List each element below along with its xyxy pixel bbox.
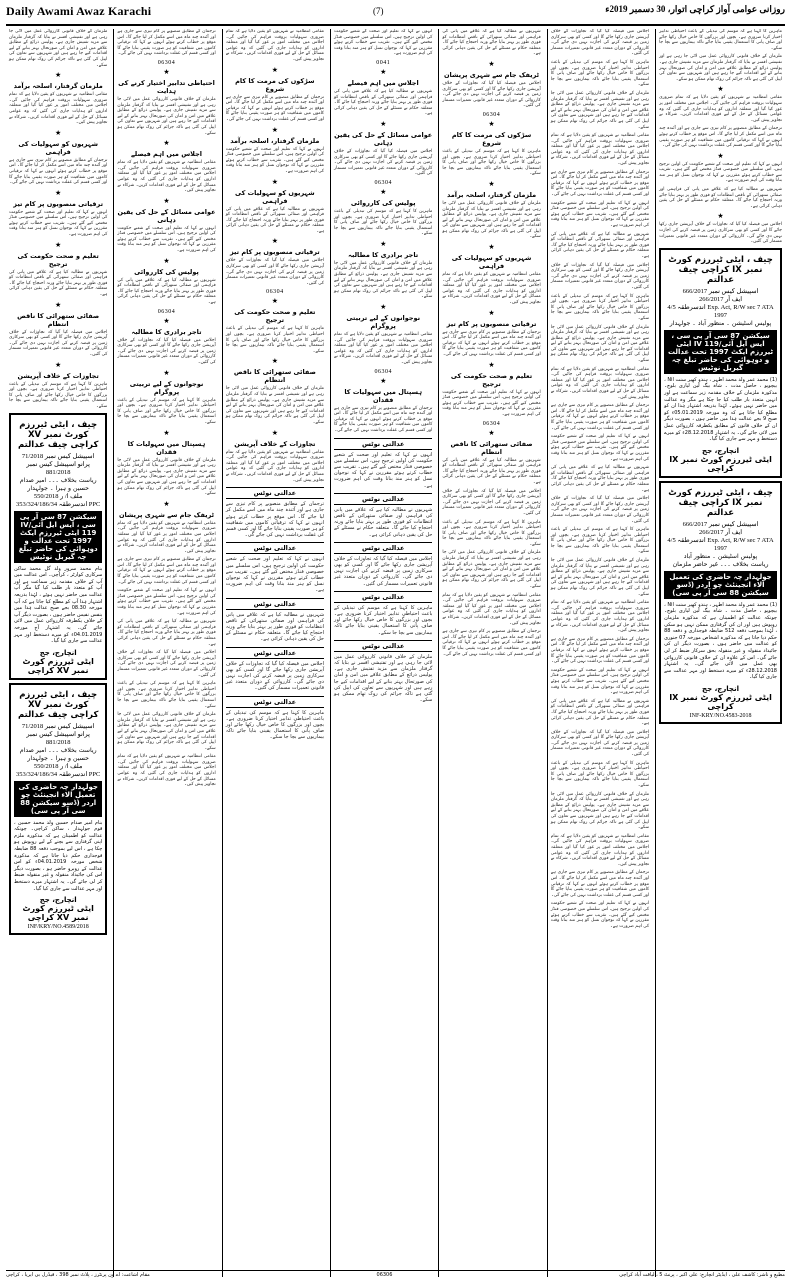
star-divider-icon: ★ [163,139,170,148]
article-body: ترجمان کے مطابق منصوبے پر کام تیزی سے جاری ہے اور آئندہ چند ماہ میں اسے مکمل کر لیا جائے گا۔ اس موقع پر خطاب کرتے ہوئے انہوں نے کہا کہ ترقیاتی کاموں میں شفافیت کو ہر صورت یقینی بنایا جائے گا اور کسی قسم کی غفلت برداشت نہیں کی جائے گی۔ [659,126,782,149]
star-divider-icon: ★ [163,196,170,205]
notice-body: انہوں نے کہا کہ تعلیم اور صحت کے شعبے حکومت کی اولین ترجیح ہیں، اس سلسلے میں خصوصی فنڈز مختص کیے گئے ہیں۔ تقریب سے خطاب کرتے ہوئے مقررین نے کہا کہ نوجوان نسل کو ہنر مند بنانا وقت کی اہم ضرورت ہے۔ [334,451,433,489]
section-bar: جولہدار چہ حاضری کی تعمیل الاء انجینئٹ چو اردر (ڈسو سیکشن 88 سی آر پی سی) [664,571,777,599]
column-grid [6,29,785,1277]
star-divider-icon: ★ [55,71,62,80]
section-bar: سیکشن 87 سی آر پی سی ، ایس ایل آئی/IV 119 ایٹی ٹیررزم ایکٹ 1997 تحت عدالت و دوہوائی کی حاضر تبلغ چہ گیربل نوٹیس [664,330,777,374]
article-heading: شہریوں کو سہولیات کی فراہمی [18,139,98,156]
article-body: شہریوں نے مطالبہ کیا ہے کہ علاقے میں پانی کی فراہمی اور صفائی ستھرائی کے ناقص انتظامات کو فوری طور پر بہتر بنایا جائے ورنہ احتجاج کیا جائے گا۔ متعلقہ حکام نے مسئلے کے حل کی یقین دہانی کرائی ہے۔ [659,187,782,209]
article-body: اجلاس میں فیصلہ کیا گیا کہ تجاوزات کے خلاف آپریشن جاری رکھا جائے گا اور کسی کو بھی سرکاری زمین پر قبضہ کرنے کی اجازت نہیں دی جائے گی۔ کارروائی کے دوران متعدد غیر قانونی تعمیرات مسمار کی گئیں۔ [550,729,650,758]
section-bar: سیکشن 87 سی آر پی سی ، ایس ایل آئی/IV 119 ایٹی ٹیررزم ایکٹ 1997 تحت عدالت و دوہوائی کی حاضر تبلغ چہ گیربل نوٹیس [14,511,102,563]
ad-body: (1) محمد عمر ولد محمد اطہر ، ہندو کھیر سنت Nil ، بیچوپو ، حاصل مدت ۔ شاہ بیگ لین لیاری بلوچ۔ چونکہ عدالت کو اطمینان ہے کہ مذکورہ ملزمان روپوش ہیں اور ان کی گرفتاری ممکن نہیں ہو سکی ، لہٰذا بموجب دفعہ 512 ضابطہ فوجداری و دفعہ 88 حکم دیا جاتا ہے کہ مذکورہ اشخاص مورخہ 07 جنوری کو عدالت میں حاضر ہوں ، بصورت دیگر ان کی جائیداد منقولہ و غیر منقولہ بحق سرکار ضبط کر لی جائے گی۔ اس کے علاوہ ان کے خلاف قانونی کارروائی بھی عمل میں لائی جائے گی۔ یہ اشتہار 28.12.2018ء کو میرے دستخط اور مہر عدالت سے جاری کیا گیا۔ [664,601,778,681]
masthead [6,4,785,26]
article-body: ترجمان کے مطابق منصوبے پر کام تیزی سے جاری ہے اور آئندہ چند ماہ میں اسے مکمل کر لیا جائے گا۔ اس موقع پر خطاب کرتے ہوئے انہوں نے کہا کہ ترقیاتی کاموں میں شفافیت کو ہر صورت یقینی بنایا جائے گا اور کسی قسم کی غفلت برداشت نہیں کی جائے گی۔ [550,870,650,898]
article-heading: عوامی مسائل کے حل کی یقین دہانی [117,207,216,224]
column-4 [330,29,435,1277]
article-body: ملزمان کے خلاف قانونی کارروائی عمل میں لائی جا رہی ہے اور تفتیشی افسر نے بتایا کہ گرفتار ملزمان سے مزید تفتیش جاری ہے۔ پولیس ذرائع کے مطابق علاقے میں امن و امان کی صورتحال بہتر بنانے کے لیے اقدامات کیے جا رہے ہیں اور شہریوں سے تعاون کی اپیل کی گئی ہے تاکہ جرائم کی روک تھام ممکن ہو سکے۔ [117,457,216,497]
star-divider-icon: ★ [163,499,170,508]
article-body: انہوں نے کہا کہ تعلیم اور صحت کے شعبے حکومت کی اولین ترجیح ہیں، اس سلسلے میں خصوصی فنڈز مختص کیے گئے ہیں۔ تقریب سے خطاب کرتے ہوئے مقررین نے کہا کہ نوجوان نسل کو ہنر مند بنانا وقت کی اہم ضرورت ہے۔ [550,901,650,929]
column-7 [655,29,785,1277]
star-divider-icon: ★ [380,119,387,128]
article-body: مقامی انتظامیہ نے شہریوں کو یقین دلایا ہے کہ تمام ضروری سہولیات بروقت فراہم کی جائیں گی۔ اجلاس میں مختلف امور پر غور کیا گیا اور متعلقہ اداروں کو ہدایات جاری کی گئیں کہ وہ عوامی مسائل کے حل کے لیے فوری اقدامات کریں۔ شرکاء نے تجاویز پیش کیں۔ [117,160,216,194]
article-body: مقامی انتظامیہ نے شہریوں کو یقین دلایا ہے کہ تمام ضروری سہولیات بروقت فراہم کی جائیں گی۔ اجلاس میں مختلف امور پر غور کیا گیا اور متعلقہ اداروں کو ہدایات جاری کی گئیں کہ وہ عوامی مسائل کے حل کے لیے فوری اقدامات کریں۔ شرکاء نے تجاویز پیش کیں۔ [442,272,541,306]
article-body: انہوں نے کہا کہ تعلیم اور صحت کے شعبے حکومت کی اولین ترجیح ہیں، اس سلسلے میں خصوصی فنڈز مختص کیے گئے ہیں۔ تقریب سے خطاب کرتے ہوئے مقررین نے کہا کہ نوجوان نسل کو ہنر مند بنانا وقت کی اہم ضرورت ہے۔ [117,225,216,254]
case-line: پولیس اسٹیشن ۔ منظور آباد [683,552,758,560]
article-heading: شہریوں کو سہولیات کی فراہمی [451,254,532,271]
article-body: اجلاس میں فیصلہ کیا گیا کہ تجاوزات کے خلاف آپریشن جاری رکھا جائے گا اور کسی کو بھی سرکاری زمین پر قبضہ کرنے کی اجازت نہیں دی جائے گی۔ کارروائی کے دوران متعدد غیر قانونی تعمیرات مسمار کی گئیں۔ [9,329,108,357]
star-divider-icon: ★ [717,85,724,94]
article-body: مقامی انتظامیہ نے شہریوں کو یقین دلایا ہے کہ تمام ضروری سہولیات بروقت فراہم کی جائیں گی۔ اجلاس میں مختلف امور پر غور کیا گیا اور متعلقہ اداروں کو ہدایات جاری کی گئیں کہ وہ عوامی مسائل کے حل کے لیے فوری اقدامات کریں۔ شرکاء نے تجاویز پیش کیں۔ [225,449,325,483]
article-body: اجلاس میں فیصلہ کیا گیا کہ تجاوزات کے خلاف آپریشن جاری رکھا جائے گا اور کسی کو بھی سرکاری زمین پر قبضہ کرنے کی اجازت نہیں دی جائے گی۔ کارروائی کے دوران متعدد غیر قانونی تعمیرات مسمار کی گئیں۔ [442,80,541,109]
article-body: ترجمان کے مطابق منصوبے پر کام تیزی سے جاری ہے اور آئندہ چند ماہ میں اسے مکمل کر لیا جائے گا۔ اس موقع پر خطاب کرتے ہوئے انہوں نے کہا کہ ترقیاتی کاموں میں شفافیت کو ہر صورت یقینی بنایا جائے گا اور کسی قسم کی غفلت برداشت نہیں کی جائے گی۔ [550,403,650,431]
article-body: ترجمان کے مطابق منصوبے پر کام تیزی سے جاری ہے اور آئندہ چند ماہ میں اسے مکمل کر لیا جائے گا۔ اس موقع پر خطاب کرتے ہوئے انہوں نے کہا کہ ترقیاتی کاموں میں شفافیت کو ہر صورت یقینی بنایا جائے گا اور کسی قسم کی غفلت برداشت نہیں کی جائے گی۔ [550,636,650,665]
article-body: مقامی انتظامیہ نے شہریوں کو یقین دلایا ہے کہ تمام ضروری سہولیات بروقت فراہم کی جائیں گی۔ اجلاس میں مختلف امور پر غور کیا گیا اور متعلقہ اداروں کو ہدایات جاری کی گئیں کہ وہ عوامی مسائل کے حل کے لیے فوری اقدامات کریں۔ شرکاء نے تجاویز پیش کیں۔ [550,366,650,400]
star-divider-icon: ★ [163,428,170,437]
notice-body: ماہرین کا کہنا ہے کہ موسم کی تبدیلی کے باعث احتیاطی تدابیر اختیار کرنا ضروری ہے۔ بچوں اور بزرگوں کا خاص خیال رکھا جائے اور صاف پانی کا استعمال یقینی بنایا جائے تاکہ بیماریوں سے بچا جا سکے۔ [225,709,325,741]
article-body: ترجمان کے مطابق منصوبے پر کام تیزی سے جاری ہے اور آئندہ چند ماہ میں اسے مکمل کر لیا جائے گا۔ اس موقع پر خطاب کرتے ہوئے انہوں نے کہا کہ ترقیاتی کاموں میں شفافیت کو ہر صورت یقینی بنایا جائے گا اور کسی قسم کی غفلت برداشت نہیں کی جائے گی۔ [550,169,650,198]
star-divider-icon: ★ [717,212,724,221]
article-body: شہریوں نے مطالبہ کیا ہے کہ علاقے میں پانی کی فراہمی اور صفائی ستھرائی کے ناقص انتظامات کو فوری طور پر بہتر بنایا جائے ورنہ احتجاج کیا جائے گا۔ متعلقہ حکام نے مسئلے کے حل کی یقین دہانی کرائی ہے۔ [442,457,541,485]
court-notice-ad [9,413,107,680]
article-body: ترجمان کے مطابق منصوبے پر کام تیزی سے جاری ہے اور آئندہ چند ماہ میں اسے مکمل کر لیا جائے گا۔ اس موقع پر خطاب کرتے ہوئے انہوں نے کہا کہ ترقیاتی کاموں میں شفافیت کو ہر صورت یقینی بنایا جائے گا اور کسی قسم کی غفلت برداشت نہیں کی جائے گی۔ [334,405,433,433]
article-body: شہریوں نے مطالبہ کیا ہے کہ علاقے میں پانی کی فراہمی اور صفائی ستھرائی کے ناقص انتظامات کو فوری طور پر بہتر بنایا جائے ورنہ احتجاج کیا جائے گا۔ متعلقہ حکام نے مسئلے کے حل کی یقین دہانی کرائی ہے۔ [550,698,650,727]
article-heading: ملزمان گرفتار، اسلحہ برآمد [230,136,320,145]
article-heading: عوامی مسائل کے حل کی یقین دہانی [334,130,433,147]
case-line: اسپیشل کیس نمبر 666/2017 [682,287,759,295]
article-body: مقامی انتظامیہ نے شہریوں کو یقین دلایا ہے کہ تمام ضروری سہولیات بروقت فراہم کی جائیں گی۔ اجلاس میں مختلف امور پر غور کیا گیا اور متعلقہ اداروں کو ہدایات جاری کی گئیں کہ وہ عوامی مسائل کے حل کے لیے فوری اقدامات کریں۔ شرکاء نے تجاویز پیش کیں۔ [334,332,433,365]
article-heading: تاجر برادری کا مطالبہ [131,327,202,336]
article-heading: ٹریفک جام سے شہری پریشان [443,70,540,79]
case-line: ملف ا/ ر 550/2018 [33,762,83,770]
article-heading: سڑکوں کی مرمت کا کام شروع [451,130,532,147]
article-body: ترجمان کے مطابق منصوبے پر کام تیزی سے جاری ہے اور آئندہ چند ماہ میں اسے مکمل کر لیا جائے گا۔ اس موقع پر خطاب کرتے ہوئے انہوں نے کہا کہ ترقیاتی کاموں میں شفافیت کو ہر صورت یقینی بنایا جائے گا اور کسی قسم کی غفلت برداشت نہیں کی جائے گی۔ [225,94,325,122]
masthead-right-title: روزانی عوامی آواز کراچی اتوار، 30 دسمبر 2019ء [605,4,785,14]
ad-serial-number: 06304 [157,59,176,66]
case-line: پرانو اسپیشل کیس نمبر 881/2018 [26,730,90,746]
ad-serial-number: 06304 [482,111,501,118]
star-divider-icon: ★ [55,128,62,137]
court-name: چیف ، ایٹی ٹیررزم کورٹ نمبر IX کراچی چیف عدالتم [668,487,773,518]
ad-serial-number: 0041 [376,59,391,66]
ad-serial-number: 06304 [157,308,176,315]
article-heading: صفائی ستھرائی کا ناقص انتظام [17,311,100,328]
star-divider-icon: ★ [380,376,387,385]
star-divider-icon: ★ [271,125,278,134]
column-2 [113,29,218,1277]
article-body: انہوں نے کہا کہ تعلیم اور صحت کے شعبے حکومت کی اولین ترجیح ہیں، اس سلسلے میں خصوصی فنڈز مختص کیے گئے ہیں۔ تقریب سے خطاب کرتے ہوئے مقررین نے کہا کہ نوجوان نسل کو ہنر مند بنانا وقت کی اہم ضرورت ہے۔ [225,146,325,174]
article-body: ملزمان کے خلاف قانونی کارروائی عمل میں لائی جا رہی ہے اور تفتیشی افسر نے بتایا کہ گرفتار ملزمان سے مزید تفتیش جاری ہے۔ پولیس ذرائع کے مطابق علاقے میں امن و امان کی صورتحال بہتر بنانے کے لیے اقدامات کیے جا رہے ہیں اور شہریوں سے تعاون کی اپیل کی گئی ہے تاکہ جرائم کی روک تھام ممکن ہو سکے۔ [550,90,650,130]
article-body: مقامی انتظامیہ نے شہریوں کو یقین دلایا ہے کہ تمام ضروری سہولیات بروقت فراہم کی جائیں گی۔ اجلاس میں مختلف امور پر غور کیا گیا اور متعلقہ اداروں کو ہدایات جاری کی گئیں کہ وہ عوامی مسائل کے حل کے لیے فوری اقدامات کریں۔ شرکاء نے تجاویز پیش کیں۔ [117,520,216,554]
notice-body: اجلاس میں فیصلہ کیا گیا کہ تجاوزات کے خلاف آپریشن جاری رکھا جائے گا اور کسی کو بھی سرکاری زمین پر قبضہ کرنے کی اجازت نہیں دی جائے گی۔ کارروائی کے دوران متعدد غیر قانونی تعمیرات مسمار کی گئیں۔ [225,660,325,692]
case-line: اندسرطقہ 353/324/186/34 PPC [16,500,101,508]
article-body: اجلاس میں فیصلہ کیا گیا کہ تجاوزات کے خلاف آپریشن جاری رکھا جائے گا اور کسی کو بھی سرکاری زمین پر قبضہ کرنے کی اجازت نہیں دی جائے گی۔ کارروائی کے دوران متعدد غیر قانونی تعمیرات مسمار کی گئیں۔ [117,337,216,365]
footer-center: 06306 [376,1272,393,1278]
article-body: ترجمان کے مطابق منصوبے پر کام تیزی سے جاری ہے اور آئندہ چند ماہ میں اسے مکمل کر لیا جائے گا۔ اس موقع پر خطاب کرتے ہوئے انہوں نے کہا کہ ترقیاتی کاموں میں شفافیت کو ہر صورت یقینی بنایا جائے گا اور کسی قسم کی غفلت برداشت نہیں کی جائے گی۔ [442,629,541,657]
notice-heading: عدالتی نوٹس [334,493,432,505]
article-heading: سڑکوں کی مرمت کا کام شروع [235,76,315,93]
article-body: مقامی انتظامیہ نے شہریوں کو یقین دلایا ہے کہ تمام ضروری سہولیات بروقت فراہم کی جائیں گی۔ اجلاس میں مختلف امور پر غور کیا گیا اور متعلقہ اداروں کو ہدایات جاری کی گئیں کہ وہ عوامی مسائل کے حل کے لیے فوری اقدامات کریں۔ شرکاء نے تجاویز پیش کیں۔ [550,133,650,167]
article-heading: ہسپتال میں سہولیات کا فقدان [127,439,206,456]
signature-role: انچارج، جج [39,648,77,657]
notice-body: ملزمان کے خلاف قانونی کارروائی عمل میں لائی جا رہی ہے اور تفتیشی افسر نے بتایا کہ گرفتار ملزمان سے مزید تفتیش جاری ہے۔ پولیس ذرائع کے مطابق علاقے میں امن و امان کی صورتحال بہتر بنانے کے لیے اقدامات کیے جا رہے ہیں اور شہریوں سے تعاون کی اپیل کی گئی ہے تاکہ جرائم کی روک تھام ممکن ہو سکے۔ [334,653,433,704]
case-line: اسپیشل کیس نمبر 71/2018 [21,452,95,460]
column-5 [438,29,543,1277]
article-body: انہوں نے کہا کہ تعلیم اور صحت کے شعبے حکومت کی اولین ترجیح ہیں، اس سلسلے میں خصوصی فنڈز مختص کیے گئے ہیں۔ تقریب سے خطاب کرتے ہوئے مقررین نے کہا کہ نوجوان نسل کو ہنر مند بنانا وقت کی اہم ضرورت ہے۔ [550,434,650,462]
article-body: ماہرین کا کہنا ہے کہ موسم کی تبدیلی کے باعث احتیاطی تدابیر اختیار کرنا ضروری ہے۔ بچوں اور بزرگوں کا خاص خیال رکھا جائے اور صاف پانی کا استعمال یقینی بنایا جائے تاکہ بیماریوں سے بچا جا سکے۔ [9,381,108,409]
article-body: ترجمان کے مطابق منصوبے پر کام تیزی سے جاری ہے اور آئندہ چند ماہ میں اسے مکمل کر لیا جائے گا۔ اس موقع پر خطاب کرتے ہوئے انہوں نے کہا کہ ترقیاتی کاموں میں شفافیت کو ہر صورت یقینی بنایا جائے گا اور کسی قسم کی غفلت برداشت نہیں کی جائے گی۔ [117,557,216,585]
notice-body: شہریوں نے مطالبہ کیا ہے کہ علاقے میں پانی کی فراہمی اور صفائی ستھرائی کے ناقص انتظامات کو فوری طور پر بہتر بنایا جائے ورنہ احتجاج کیا جائے گا۔ متعلقہ حکام نے مسئلے کے حل کی یقین دہانی کرائی ہے۔ [334,506,433,538]
column-6 [547,29,652,1277]
star-divider-icon: ★ [271,177,278,186]
article-body: اجلاس میں فیصلہ کیا گیا کہ تجاوزات کے خلاف آپریشن جاری رکھا جائے گا اور کسی کو بھی سرکاری زمین پر قبضہ کرنے کی اجازت نہیں دی جائے گی۔ کارروائی کے دوران متعدد غیر قانونی تعمیرات مسمار کی گئیں۔ [442,488,541,516]
article-body: مقامی انتظامیہ نے شہریوں کو یقین دلایا ہے کہ تمام ضروری سہولیات بروقت فراہم کی جائیں گی۔ اجلاس میں مختلف امور پر غور کیا گیا اور متعلقہ اداروں کو ہدایات جاری کی گئیں کہ وہ عوامی مسائل کے حل کے لیے فوری اقدامات کریں۔ شرکاء نے تجاویز پیش کیں۔ [9,92,108,126]
article-body: ماہرین کا کہنا ہے کہ موسم کی تبدیلی کے باعث احتیاطی تدابیر اختیار کرنا ضروری ہے۔ بچوں اور بزرگوں کا خاص خیال رکھا جائے اور صاف پانی کا استعمال یقینی بنایا جائے تاکہ بیماریوں سے بچا جا سکے۔ [225,326,325,354]
notice-heading: عدالتی نوٹس [226,542,324,554]
article-body: ملزمان کے خلاف قانونی کارروائی عمل میں لائی جا رہی ہے اور تفتیشی افسر نے بتایا کہ گرفتار ملزمان سے مزید تفتیش جاری ہے۔ پولیس ذرائع کے مطابق علاقے میں امن و امان کی صورتحال بہتر بنانے کے لیے اقدامات کیے جا رہے ہیں اور شہریوں سے تعاون کی اپیل کی گئی ہے تاکہ جرائم کی روک تھام ممکن ہو سکے۔ [550,791,650,831]
article-heading: ترقیاتی منصوبوں پر کام تیز [13,199,104,208]
case-line: اندسرطقہ 4/5 Exp. Act, R/W sec 7 ATA 1997 [667,303,774,319]
section-bar: جولہدار چہ حاضری کی تعمیل الاء انجینئٹ چو اردر (ڈسو سیکشن 88 سی آر پی سی) [14,781,102,817]
article-body: مقامی انتظامیہ نے شہریوں کو یقین دلایا ہے کہ تمام ضروری سہولیات بروقت فراہم کی جائیں گی۔ اجلاس میں مختلف امور پر غور کیا گیا اور متعلقہ اداروں کو ہدایات جاری کی گئیں کہ وہ عوامی مسائل کے حل کے لیے فوری اقدامات کریں۔ شرکاء نے تجاویز پیش کیں۔ [117,754,216,788]
case-line: پرانو اسپیشل کیس نمبر 881/2018 [26,460,90,476]
signature-role: انچارج، جج [702,684,740,693]
ad-serial-number: 06304 [266,289,284,296]
article-body: ماہرین کا کہنا ہے کہ موسم کی تبدیلی کے باعث احتیاطی تدابیر اختیار کرنا ضروری ہے۔ بچوں اور بزرگوں کا خاص خیال رکھا جائے اور صاف پانی کا استعمال یقینی بنایا جائے تاکہ بیماریوں سے بچا جا سکے۔ [442,148,541,177]
article-body: انہوں نے کہا کہ تعلیم اور صحت کے شعبے حکومت کی اولین ترجیح ہیں، اس سلسلے میں خصوصی فنڈز مختص کیے گئے ہیں۔ تقریب سے خطاب کرتے ہوئے مقررین نے کہا کہ نوجوان نسل کو ہنر مند بنانا وقت کی اہم ضرورت ہے۔ [9,209,108,238]
star-divider-icon: ★ [163,368,170,377]
signature-role: انچارج، جج [39,896,77,905]
ad-serial-number: 06304 [482,420,501,427]
article-body: مقامی انتظامیہ نے شہریوں کو یقین دلایا ہے کہ تمام ضروری سہولیات بروقت فراہم کی جائیں گی۔ اجلاس میں مختلف امور پر غور کیا گیا اور متعلقہ اداروں کو ہدایات جاری کی گئیں کہ وہ عوامی مسائل کے حل کے لیے فوری اقدامات کریں۔ شرکاء نے تجاویز پیش کیں۔ [225,29,325,62]
star-divider-icon: ★ [271,237,278,246]
article-body: ملزمان کے خلاف قانونی کارروائی عمل میں لائی جا رہی ہے اور تفتیشی افسر نے بتایا کہ گرفتار ملزمان سے مزید تفتیش جاری ہے۔ پولیس ذرائع کے مطابق علاقے میں امن و امان کی صورتحال بہتر بنانے کے لیے اقدامات کیے جا رہے ہیں اور شہریوں سے تعاون کی اپیل کی گئی ہے تاکہ جرائم کی روک تھام ممکن ہو سکے۔ [659,54,782,82]
article-heading: ٹریفک جام سے شہری پریشان [118,510,215,519]
article-body: انہوں نے کہا کہ تعلیم اور صحت کے شعبے حکومت کی اولین ترجیح ہیں، اس سلسلے میں خصوصی فنڈز مختص کیے گئے ہیں۔ تقریب سے خطاب کرتے ہوئے مقررین نے کہا کہ نوجوان نسل کو ہنر مند بنانا وقت کی اہم ضرورت ہے۔ [117,588,216,616]
article-body: اجلاس میں فیصلہ کیا گیا کہ تجاوزات کے خلاف آپریشن جاری رکھا جائے گا اور کسی کو بھی سرکاری زمین پر قبضہ کرنے کی اجازت نہیں دی جائے گی۔ کارروائی کے دوران متعدد غیر قانونی تعمیرات مسمار کی گئیں۔ [117,650,216,678]
star-divider-icon: ★ [380,67,387,76]
ad-body: بنام امیر صدام حسین ولد محمد حسین ، قوم جولہدار ، ساکن کراچی۔ چونکہ عدالت کو اطمینان ہے کہ مذکورہ ملزم اپنی گرفتاری سے بچنے کے لیے روپوش ہو چکا ہے ، اس لیے بموجب دفعہ 88 ضابطہ فوجداری حکم دیا جاتا ہے کہ مذکورہ شخص مورخہ 04.01.2019ء کو اس عدالت کے روبرو حاضر ہو ، بصورت دیگر اس کی جائیداد منقولہ و غیر منقولہ ضبط کر لی جائے گی۔ یہ اشتہار میرے دستخط اور مہر عدالت سے جاری کیا گیا۔ [14,819,103,892]
article-body: ترجمان کے مطابق منصوبے پر کام تیزی سے جاری ہے اور آئندہ چند ماہ میں اسے مکمل کر لیا جائے گا۔ اس موقع پر خطاب کرتے ہوئے انہوں نے کہا کہ ترقیاتی کاموں میں شفافیت کو ہر صورت یقینی بنایا جائے گا اور کسی قسم کی غفلت برداشت نہیں کی جائے گی۔ [442,329,541,357]
case-line: ریاست بخلاف ۔۔۔ غیر حاضر ملزمان [672,560,769,568]
notice-heading: عدالتی نوٹس [226,647,324,659]
court-name: چیف ، ایٹی ٹیررزم کورٹ نمبر IX کراچی چیف عدالتم [668,254,773,285]
signature-court: ایٹی ٹیررزم کورٹ نمبر XV کراچی [22,904,94,923]
star-divider-icon: ★ [488,179,495,188]
article-body: ملزمان کے خلاف قانونی کارروائی عمل میں لائی جا رہی ہے اور تفتیشی افسر نے بتایا کہ گرفتار ملزمان سے مزید تفتیش جاری ہے۔ پولیس ذرائع کے مطابق علاقے میں امن و امان کی صورتحال بہتر بنانے کے لیے اقدامات کیے جا رہے ہیں اور شہریوں سے تعاون کی اپیل کی گئی ہے تاکہ جرائم کی روک تھام ممکن ہو سکے۔ [225,386,325,425]
court-notice-ad [659,481,782,724]
star-divider-icon: ★ [55,360,62,369]
article-body: ماہرین کا کہنا ہے کہ موسم کی تبدیلی کے باعث احتیاطی تدابیر اختیار کرنا ضروری ہے۔ بچوں اور بزرگوں کا خاص خیال رکھا جائے اور صاف پانی کا استعمال یقینی بنایا جائے تاکہ بیماریوں سے بچا جا سکے۔ [550,760,650,789]
signature-court: ایٹی ٹیررزم کورٹ نمبر IX کراچی [669,692,772,711]
notice-heading: عدالتی نوٹس [226,696,324,708]
article-body: اجلاس میں فیصلہ کیا گیا کہ تجاوزات کے خلاف آپریشن جاری رکھا جائے گا اور کسی کو بھی سرکاری زمین پر قبضہ کرنے کی اجازت نہیں دی جائے گی۔ کارروائی کے دوران متعدد غیر قانونی تعمیرات مسمار کی گئیں۔ [334,148,433,177]
footer-left: مطبع و ناشر: کاشف علی ، ایڈیٹر انچارج: علی اکبر ، پرنٹ 5 ، لیاقت آباد کراچی [619,1272,785,1278]
article-body: شہریوں نے مطالبہ کیا ہے کہ علاقے میں پانی کی فراہمی اور صفائی ستھرائی کے ناقص انتظامات کو فوری طور پر بہتر بنایا جائے ورنہ احتجاج کیا جائے گا۔ متعلقہ حکام نے مسئلے کے حل کی یقین دہانی کرائی ہے۔ [117,277,216,306]
case-line: پولیس اسٹیشن ۔ منظور آباد ۔ جولہدار [669,319,772,327]
article-heading: نوجوانوں کے لیے تربیتی پروگرام [129,379,204,396]
article-body: ملزمان کے خلاف قانونی کارروائی عمل میں لائی جا رہی ہے اور تفتیشی افسر نے بتایا کہ گرفتار ملزمان سے مزید تفتیش جاری ہے۔ پولیس ذرائع کے مطابق علاقے میں امن و امان کی صورتحال بہتر بنانے کے لیے اقدامات کیے جا رہے ہیں اور شہریوں سے تعاون کی اپیل کی گئی ہے تاکہ جرائم کی روک تھام ممکن ہو سکے۔ [117,96,216,136]
case-line: اندسرطقہ 4/5 Exp. Act, R/W sec 7 ATA 1997 [667,536,774,552]
star-divider-icon: ★ [163,316,170,325]
page-number: (7) [373,6,384,16]
article-body: شہریوں نے مطالبہ کیا ہے کہ علاقے میں پانی کی فراہمی اور صفائی ستھرائی کے ناقص انتظامات کو فوری طور پر بہتر بنایا جائے ورنہ احتجاج کیا جائے گا۔ متعلقہ حکام نے مسئلے کے حل کی یقین دہانی کرائی ہے۔ [550,231,650,259]
notice-heading: عدالتی نوٹس [226,487,324,499]
article-body: ماہرین کا کہنا ہے کہ موسم کی تبدیلی کے باعث احتیاطی تدابیر اختیار کرنا ضروری ہے۔ بچوں اور بزرگوں کا خاص خیال رکھا جائے اور صاف پانی کا استعمال یقینی بنایا جائے تاکہ بیماریوں سے بچا جا سکے۔ [117,681,216,709]
notice-body: شہریوں نے مطالبہ کیا ہے کہ علاقے میں پانی کی فراہمی اور صفائی ستھرائی کے ناقص انتظامات کو فوری طور پر بہتر بنایا جائے ورنہ احتجاج کیا جائے گا۔ متعلقہ حکام نے مسئلے کے حل کی یقین دہانی کرائی ہے۔ [225,611,325,643]
star-divider-icon: ★ [488,308,495,317]
article-body: ماہرین کا کہنا ہے کہ موسم کی تبدیلی کے باعث احتیاطی تدابیر اختیار کرنا ضروری ہے۔ بچوں اور بزرگوں کا خاص خیال رکھا جائے اور صاف پانی کا استعمال یقینی بنایا جائے تاکہ بیماریوں سے بچا جا سکے۔ [117,397,216,425]
article-body: ترجمان کے مطابق منصوبے پر کام تیزی سے جاری ہے اور آئندہ چند ماہ میں اسے مکمل کر لیا جائے گا۔ اس موقع پر خطاب کرتے ہوئے انہوں نے کہا کہ ترقیاتی کاموں میں شفافیت کو ہر صورت یقینی بنایا جائے گا اور کسی قسم کی غفلت برداشت نہیں کی جائے گی۔ [117,29,216,57]
article-heading: ملزمان گرفتار، اسلحہ برآمد [13,82,103,91]
article-body: انہوں نے کہا کہ تعلیم اور صحت کے شعبے حکومت کی اولین ترجیح ہیں، اس سلسلے میں خصوصی فنڈز مختص کیے گئے ہیں۔ تقریب سے خطاب کرتے ہوئے مقررین نے کہا کہ نوجوان نسل کو ہنر مند بنانا وقت کی اہم ضرورت ہے۔ [550,200,650,228]
article-heading: تجاوزات کے خلاف آپریشن [17,371,99,380]
notice-body: اجلاس میں فیصلہ کیا گیا کہ تجاوزات کے خلاف آپریشن جاری رکھا جائے گا اور کسی کو بھی سرکاری زمین پر قبضہ کرنے کی اجازت نہیں دی جائے گی۔ کارروائی کے دوران متعدد غیر قانونی تعمیرات مسمار کی گئیں۔ [334,555,433,587]
notice-heading: عدالتی نوٹس [334,542,432,554]
star-divider-icon: ★ [271,65,278,74]
article-body: شہریوں نے مطالبہ کیا ہے کہ علاقے میں پانی کی فراہمی اور صفائی ستھرائی کے ناقص انتظامات کو فوری طور پر بہتر بنایا جائے ورنہ احتجاج کیا جائے گا۔ متعلقہ حکام نے مسئلے کے حل کی یقین دہانی کرائی ہے۔ [9,269,108,298]
case-line: ریاست بخلاف ۔۔۔ امیر صدام حسین و ہیرا ۔ جولہدار [19,476,97,492]
article-body: شہریوں نے مطالبہ کیا ہے کہ علاقے میں پانی کی فراہمی اور صفائی ستھرائی کے ناقص انتظامات کو فوری طور پر بہتر بنایا جائے ورنہ احتجاج کیا جائے گا۔ متعلقہ حکام نے مسئلے کے حل کی یقین دہانی کرائی ہے۔ [334,88,433,117]
article-body: ماہرین کا کہنا ہے کہ موسم کی تبدیلی کے باعث احتیاطی تدابیر اختیار کرنا ضروری ہے۔ بچوں اور بزرگوں کا خاص خیال رکھا جائے اور صاف پانی کا استعمال یقینی بنایا جائے تاکہ بیماریوں سے بچا جا سکے۔ [550,59,650,88]
article-body: ملزمان کے خلاف قانونی کارروائی عمل میں لائی جا رہی ہے اور تفتیشی افسر نے بتایا کہ گرفتار ملزمان سے مزید تفتیش جاری ہے۔ پولیس ذرائع کے مطابق علاقے میں امن و امان کی صورتحال بہتر بنانے کے لیے اقدامات کیے جا رہے ہیں اور شہریوں سے تعاون کی اپیل کی گئی ہے تاکہ جرائم کی روک تھام ممکن ہو سکے۔ [442,200,541,240]
notice-body: انہوں نے کہا کہ تعلیم اور صحت کے شعبے حکومت کی اولین ترجیح ہیں، اس سلسلے میں خصوصی فنڈز مختص کیے گئے ہیں۔ تقریب سے خطاب کرتے ہوئے مقررین نے کہا کہ نوجوان نسل کو ہنر مند بنانا وقت کی اہم ضرورت ہے۔ [225,556,325,594]
signature-court: ایٹی ٹیررزم کورٹ نمبر IX کراچی [669,454,772,473]
article-heading: صفائی ستھرائی کا ناقص انتظام [450,439,533,456]
article-body: اجلاس میں فیصلہ کیا گیا کہ تجاوزات کے خلاف آپریشن جاری رکھا جائے گا اور کسی کو بھی سرکاری زمین پر قبضہ کرنے کی اجازت نہیں دی جائے گی۔ کارروائی کے دوران متعدد غیر قانونی تعمیرات مسمار کی گئیں۔ [550,496,650,524]
notice-heading: عدالتی نوٹس [334,591,432,603]
ad-serial-number: 06304 [374,179,392,186]
article-heading: نوجوانوں کے لیے تربیتی پروگرام [346,314,421,331]
star-divider-icon: ★ [488,243,495,252]
article-heading: ترقیاتی منصوبوں پر کام تیز [229,248,320,257]
footer-right: مقام اشاعت: اے ون پرنٹرز ، پلاٹ نمبر 398 ، فیڈرل بی ایریا ، کراچی [6,1272,150,1278]
star-divider-icon: ★ [55,240,62,249]
court-name: چیف ، ایٹی ٹیررزم کورٹ نمبر XV کراچی چیف عدالتم [17,689,99,720]
case-line: اسپیشل کیس نمبر 71/2018 [21,722,95,730]
star-divider-icon: ★ [271,297,278,306]
article-heading: ہسپتال میں سہولیات کا فقدان [344,387,423,404]
case-line: اندسرطقہ 353/324/186/34 PPC [16,770,101,778]
article-body: مقامی انتظامیہ نے شہریوں کو یقین دلایا ہے کہ تمام ضروری سہولیات بروقت فراہم کی جائیں گی۔ اجلاس میں مختلف امور پر غور کیا گیا اور متعلقہ اداروں کو ہدایات جاری کی گئیں کہ وہ عوامی مسائل کے حل کے لیے فوری اقدامات کریں۔ شرکاء نے تجاویز پیش کیں۔ [659,95,782,123]
case-line: اسپیشل کیس نمبر 666/2017 [682,520,759,528]
article-body: شہریوں نے مطالبہ کیا ہے کہ علاقے میں پانی کی فراہمی اور صفائی ستھرائی کے ناقص انتظامات کو فوری طور پر بہتر بنایا جائے ورنہ احتجاج کیا جائے گا۔ متعلقہ حکام نے مسئلے کے حل کی یقین دہانی کرائی ہے۔ [117,619,216,647]
article-body: اجلاس میں فیصلہ کیا گیا کہ تجاوزات کے خلاف آپریشن جاری رکھا جائے گا اور کسی کو بھی سرکاری زمین پر قبضہ کرنے کی اجازت نہیں دی جائے گی۔ کارروائی کے دوران متعدد غیر قانونی تعمیرات مسمار کی گئیں۔ [550,262,650,290]
article-body: مقامی انتظامیہ نے شہریوں کو یقین دلایا ہے کہ تمام ضروری سہولیات بروقت فراہم کی جائیں گی۔ اجلاس میں مختلف امور پر غور کیا گیا اور متعلقہ اداروں کو ہدایات جاری کی گئیں کہ وہ عوامی مسائل کے حل کے لیے فوری اقدامات کریں۔ شرکاء نے تجاویز پیش کیں۔ [442,592,541,626]
article-body: شہریوں نے مطالبہ کیا ہے کہ علاقے میں پانی کی فراہمی اور صفائی ستھرائی کے ناقص انتظامات کو فوری طور پر بہتر بنایا جائے ورنہ احتجاج کیا جائے گا۔ متعلقہ حکام نے مسئلے کے حل کی یقین دہانی کرائی ہے۔ [225,206,325,234]
article-body: ملزمان کے خلاف قانونی کارروائی عمل میں لائی جا رہی ہے اور تفتیشی افسر نے بتایا کہ گرفتار ملزمان سے مزید تفتیش جاری ہے۔ پولیس ذرائع کے مطابق علاقے میں امن و امان کی صورتحال بہتر بنانے کے لیے اقدامات کیے جا رہے ہیں اور شہریوں سے تعاون کی اپیل کی گئی ہے تاکہ جرائم کی روک تھام ممکن ہو سکے۔ [334,260,433,300]
court-name: چیف ، ایٹی ٹیررزم کورٹ نمبر XV کراچی چیف عدالتم [17,419,99,450]
ad-reference-number: INF-KRY/NO.4583-2018 [689,712,752,719]
court-notice-ad [659,248,782,478]
article-body: اجلاس میں فیصلہ کیا گیا کہ تجاوزات کے خلاف آپریشن جاری رکھا جائے گا اور کسی کو بھی سرکاری زمین پر قبضہ کرنے کی اجازت نہیں دی جائے گی۔ کارروائی کے دوران متعدد غیر قانونی تعمیرات مسمار کی گئیں۔ [659,222,782,245]
star-divider-icon: ★ [271,428,278,437]
case-line: ریاست بخلاف ۔۔۔ امیر صدام حسین و ہیرا ۔ جولہدار [19,746,97,762]
case-line: ایف آر 266/2017 [698,295,743,303]
article-heading: ترقیاتی منصوبوں پر کام تیز [446,319,537,328]
column-3 [222,29,327,1277]
star-divider-icon: ★ [380,303,387,312]
article-body: مقامی انتظامیہ نے شہریوں کو یقین دلایا ہے کہ تمام ضروری سہولیات بروقت فراہم کی جائیں گی۔ اجلاس میں مختلف امور پر غور کیا گیا اور متعلقہ اداروں کو ہدایات جاری کی گئیں کہ وہ عوامی مسائل کے حل کے لیے فوری اقدامات کریں۔ شرکاء نے تجاویز پیش کیں۔ [550,600,650,634]
article-body: ملزمان کے خلاف قانونی کارروائی عمل میں لائی جا رہی ہے اور تفتیشی افسر نے بتایا کہ گرفتار ملزمان سے مزید تفتیش جاری ہے۔ پولیس ذرائع کے مطابق علاقے میں امن و امان کی صورتحال بہتر بنانے کے لیے اقدامات کیے جا رہے ہیں اور شہریوں سے تعاون کی اپیل کی گئی ہے تاکہ جرائم کی روک تھام ممکن ہو سکے۔ [550,558,650,597]
case-line: ایف آر 266/2017 [698,528,743,536]
article-body: انہوں نے کہا کہ تعلیم اور صحت کے شعبے حکومت کی اولین ترجیح ہیں، اس سلسلے میں خصوصی فنڈز مختص کیے گئے ہیں۔ تقریب سے خطاب کرتے ہوئے مقررین نے کہا کہ نوجوان نسل کو ہنر مند بنانا وقت کی اہم ضرورت ہے۔ [550,667,650,696]
star-divider-icon: ★ [488,119,495,128]
article-body: ترجمان کے مطابق منصوبے پر کام تیزی سے جاری ہے اور آئندہ چند ماہ میں اسے مکمل کر لیا جائے گا۔ اس موقع پر خطاب کرتے ہوئے انہوں نے کہا کہ ترقیاتی کاموں میں شفافیت کو ہر صورت یقینی بنایا جائے گا اور کسی قسم کی غفلت برداشت نہیں کی جائے گی۔ [9,157,108,186]
star-divider-icon: ★ [488,428,495,437]
article-heading: اجلاس میں اہم فیصلے [347,78,419,87]
star-divider-icon: ★ [55,188,62,197]
star-divider-icon: ★ [163,67,170,76]
notice-body: ماہرین کا کہنا ہے کہ موسم کی تبدیلی کے باعث احتیاطی تدابیر اختیار کرنا ضروری ہے۔ بچوں اور بزرگوں کا خاص خیال رکھا جائے اور صاف پانی کا استعمال یقینی بنایا جائے تاکہ بیماریوں سے بچا جا سکے۔ [334,604,433,636]
notice-heading: عدالتی نوٹس [226,598,324,610]
star-divider-icon: ★ [488,360,495,369]
article-heading: شہریوں کو سہولیات کی فراہمی [235,188,315,205]
star-divider-icon: ★ [55,300,62,309]
article-body: شہریوں نے مطالبہ کیا ہے کہ علاقے میں پانی کی فراہمی اور صفائی ستھرائی کے ناقص انتظامات کو فوری طور پر بہتر بنایا جائے ورنہ احتجاج کیا جائے گا۔ متعلقہ حکام نے مسئلے کے حل کی یقین دہانی کرائی ہے۔ [550,465,650,493]
article-heading: پولیس کی کارروائی [350,198,416,207]
article-body: ملزمان کے خلاف قانونی کارروائی عمل میں لائی جا رہی ہے اور تفتیشی افسر نے بتایا کہ گرفتار ملزمان سے مزید تفتیش جاری ہے۔ پولیس ذرائع کے مطابق علاقے میں امن و امان کی صورتحال بہتر بنانے کے لیے اقدامات کیے جا رہے ہیں اور شہریوں سے تعاون کی اپیل کی گئی ہے تاکہ جرائم کی روک تھام ممکن ہو سکے۔ [442,550,541,590]
article-heading: تجاوزات کے خلاف آپریشن [234,439,316,448]
star-divider-icon: ★ [488,59,495,68]
article-body: انہوں نے کہا کہ تعلیم اور صحت کے شعبے حکومت کی اولین ترجیح ہیں، اس سلسلے میں خصوصی فنڈز مختص کیے گئے ہیں۔ تقریب سے خطاب کرتے ہوئے مقررین نے کہا کہ نوجوان نسل کو ہنر مند بنانا وقت کی اہم ضرورت ہے۔ [334,29,433,57]
article-body: ملزمان کے خلاف قانونی کارروائی عمل میں لائی جا رہی ہے اور تفتیشی افسر نے بتایا کہ گرفتار ملزمان سے مزید تفتیش جاری ہے۔ پولیس ذرائع کے مطابق علاقے میں امن و امان کی صورتحال بہتر بنانے کے لیے اقدامات کیے جا رہے ہیں اور شہریوں سے تعاون کی اپیل کی گئی ہے تاکہ جرائم کی روک تھام ممکن ہو سکے۔ [9,29,108,68]
case-line: ملف ا/ ر 550/2018 [33,492,83,500]
star-divider-icon: ★ [271,357,278,366]
signature-role: انچارج، جج [702,446,740,455]
masthead-left-title: Daily Awami Awaz Karachi [6,4,152,18]
article-body: انہوں نے کہا کہ تعلیم اور صحت کے شعبے حکومت کی اولین ترجیح ہیں، اس سلسلے میں خصوصی فنڈز مختص کیے گئے ہیں۔ تقریب سے خطاب کرتے ہوئے مقررین نے کہا کہ نوجوان نسل کو ہنر مند بنانا وقت کی اہم ضرورت ہے۔ [659,161,782,184]
article-heading: پولیس کی کارروائی [134,267,199,276]
court-notice-ad [9,683,107,936]
article-heading: احتیاطی تدابیر اختیار کرنے کی ہدایت [118,78,215,95]
article-body: ماہرین کا کہنا ہے کہ موسم کی تبدیلی کے باعث احتیاطی تدابیر اختیار کرنا ضروری ہے۔ بچوں اور بزرگوں کا خاص خیال رکھا جائے اور صاف پانی کا استعمال یقینی بنایا جائے تاکہ بیماریوں سے بچا جا سکے۔ [550,527,650,555]
ad-reference-number: INF/KRY/NO.4589/2018 [27,924,89,931]
article-heading: اجلاس میں اہم فیصلے [130,150,203,159]
article-heading: تعلیم و صحت حکومت کی ترجیح [234,308,316,325]
notice-heading: عدالتی نوٹس [334,438,432,450]
article-body: اجلاس میں فیصلہ کیا گیا کہ تجاوزات کے خلاف آپریشن جاری رکھا جائے گا اور کسی کو بھی سرکاری زمین پر قبضہ کرنے کی اجازت نہیں دی جائے گی۔ کارروائی کے دوران متعدد غیر قانونی تعمیرات مسمار کی گئیں۔ [225,258,325,286]
article-body: مقامی انتظامیہ نے شہریوں کو یقین دلایا ہے کہ تمام ضروری سہولیات بروقت فراہم کی جائیں گی۔ اجلاس میں مختلف امور پر غور کیا گیا اور متعلقہ اداروں کو ہدایات جاری کی گئیں کہ وہ عوامی مسائل کے حل کے لیے فوری اقدامات کریں۔ شرکاء نے تجاویز پیش کیں۔ [550,833,650,867]
page-footer [6,1270,785,1278]
star-divider-icon: ★ [380,239,387,248]
article-body: شہریوں نے مطالبہ کیا ہے کہ علاقے میں پانی کی فراہمی اور صفائی ستھرائی کے ناقص انتظامات کو فوری طور پر بہتر بنایا جائے ورنہ احتجاج کیا جائے گا۔ متعلقہ حکام نے مسئلے کے حل کی یقین دہانی کرائی ہے۔ [442,29,541,57]
article-heading: تاجر برادری کا مطالبہ [348,250,419,259]
article-heading: صفائی ستھرائی کا ناقص انتظام [233,368,316,385]
article-body: ماہرین کا کہنا ہے کہ موسم کی تبدیلی کے باعث احتیاطی تدابیر اختیار کرنا ضروری ہے۔ بچوں اور بزرگوں کا خاص خیال رکھا جائے اور صاف پانی کا استعمال یقینی بنایا جائے تاکہ بیماریوں سے بچا جا سکے۔ [550,293,650,321]
notice-heading: عدالتی نوٹس [334,640,432,652]
article-heading: تعلیم و صحت حکومت کی ترجیح [450,371,533,388]
star-divider-icon: ★ [380,187,387,196]
notice-body: ترجمان کے مطابق منصوبے پر کام تیزی سے جاری ہے اور آئندہ چند ماہ میں اسے مکمل کر لیا جائے گا۔ اس موقع پر خطاب کرتے ہوئے انہوں نے کہا کہ ترقیاتی کاموں میں شفافیت کو ہر صورت یقینی بنایا جائے گا اور کسی قسم کی غفلت برداشت نہیں کی جائے گی۔ [225,501,325,539]
signature-court: ایٹی ٹیررزم کورٹ نمبر XV کراچی [22,656,94,675]
article-body: اجلاس میں فیصلہ کیا گیا کہ تجاوزات کے خلاف آپریشن جاری رکھا جائے گا اور کسی کو بھی سرکاری زمین پر قبضہ کرنے کی اجازت نہیں دی جائے گی۔ کارروائی کے دوران متعدد غیر قانونی تعمیرات مسمار کی گئیں۔ [550,29,650,57]
star-divider-icon: ★ [717,151,724,160]
ad-serial-number: 06304 [374,368,392,375]
article-body: ماہرین کا کہنا ہے کہ موسم کی تبدیلی کے باعث احتیاطی تدابیر اختیار کرنا ضروری ہے۔ بچوں اور بزرگوں کا خاص خیال رکھا جائے اور صاف پانی کا استعمال یقینی بنایا جائے تاکہ بیماریوں سے بچا جا سکے۔ [334,208,433,237]
article-body: انہوں نے کہا کہ تعلیم اور صحت کے شعبے حکومت کی اولین ترجیح ہیں، اس سلسلے میں خصوصی فنڈز مختص کیے گئے ہیں۔ تقریب سے خطاب کرتے ہوئے مقررین نے کہا کہ نوجوان نسل کو ہنر مند بنانا وقت کی اہم ضرورت ہے۔ [442,389,541,417]
column-1 [6,29,110,1277]
article-body: ملزمان کے خلاف قانونی کارروائی عمل میں لائی جا رہی ہے اور تفتیشی افسر نے بتایا کہ گرفتار ملزمان سے مزید تفتیش جاری ہے۔ پولیس ذرائع کے مطابق علاقے میں امن و امان کی صورتحال بہتر بنانے کے لیے اقدامات کیے جا رہے ہیں اور شہریوں سے تعاون کی اپیل کی گئی ہے تاکہ جرائم کی روک تھام ممکن ہو سکے۔ [550,324,650,364]
star-divider-icon: ★ [163,256,170,265]
ad-body: (1) محمد عمر ولد محمد اطہر ، ہندو کھیر سنت Nil ، بیچوپو ، حاصل مدت ۔ شاہ بیگ لین لیاری بلوچ۔ مذکورہ ملزمان کے خلاف مقدمہ زیر سماعت ہے اور انہیں متعدد بار طلب کیا جا چکا ہے مگر وہ عدالت میں حاضر نہیں ہوئے۔ لہٰذا بذریعہ اشتہار ہٰذا ان کو مطلع کیا جاتا ہے کہ وہ مورخہ 05.01.2019ء کو صبح 9 بجے عدالت ہٰذا میں حاضر ہوں ، بصورت دیگر ان کے خلاف قانون کے مطابق یکطرفہ کارروائی عمل میں لائی جائے گی۔ یہ اشتہار 28.12.2018ء کو میرے دستخط و مہر سے جاری کیا گیا۔ [664,376,778,443]
article-body: ماہرین کا کہنا ہے کہ موسم کی تبدیلی کے باعث احتیاطی تدابیر اختیار کرنا ضروری ہے۔ بچوں اور بزرگوں کا خاص خیال رکھا جائے اور صاف پانی کا استعمال یقینی بنایا جائے تاکہ بیماریوں سے بچا جا سکے۔ [659,29,782,51]
article-heading: تعلیم و صحت حکومت کی ترجیح [17,251,99,268]
article-heading: ملزمان گرفتار، اسلحہ برآمد [446,190,537,199]
ad-body: بنام محمد سرور ولد گل محمد ساکن سرکاری کوارٹر ، کراچی۔ اس عدالت میں آپ کے خلاف مقدمہ زیر سماعت ہے اور آپ کو متعدد بار طلب کیا گیا مگر آپ عدالت میں حاضر نہیں ہوئے ، لہٰذا بذریعہ اشتہار ہٰذا آپ کو مطلع کیا جاتا ہے کہ آپ مورخہ 08.30 بجے صبح عدالت ہٰذا میں بنفس نفیس حاضر ہوں ، بصورت دیگر آپ کے خلاف یکطرفہ کارروائی عمل میں لائی جائے گی۔ یہ اشتہار آج مورخہ 04.01.2019ء کو میرے دستخط اور مہر عدالت سے جاری کیا گیا۔ [14,565,103,645]
article-body: ملزمان کے خلاف قانونی کارروائی عمل میں لائی جا رہی ہے اور تفتیشی افسر نے بتایا کہ گرفتار ملزمان سے مزید تفتیش جاری ہے۔ پولیس ذرائع کے مطابق علاقے میں امن و امان کی صورتحال بہتر بنانے کے لیے اقدامات کیے جا رہے ہیں اور شہریوں سے تعاون کی اپیل کی گئی ہے تاکہ جرائم کی روک تھام ممکن ہو سکے۔ [117,712,216,751]
article-body: ماہرین کا کہنا ہے کہ موسم کی تبدیلی کے باعث احتیاطی تدابیر اختیار کرنا ضروری ہے۔ بچوں اور بزرگوں کا خاص خیال رکھا جائے اور صاف پانی کا استعمال یقینی بنایا جائے تاکہ بیماریوں سے بچا جا سکے۔ [442,519,541,547]
